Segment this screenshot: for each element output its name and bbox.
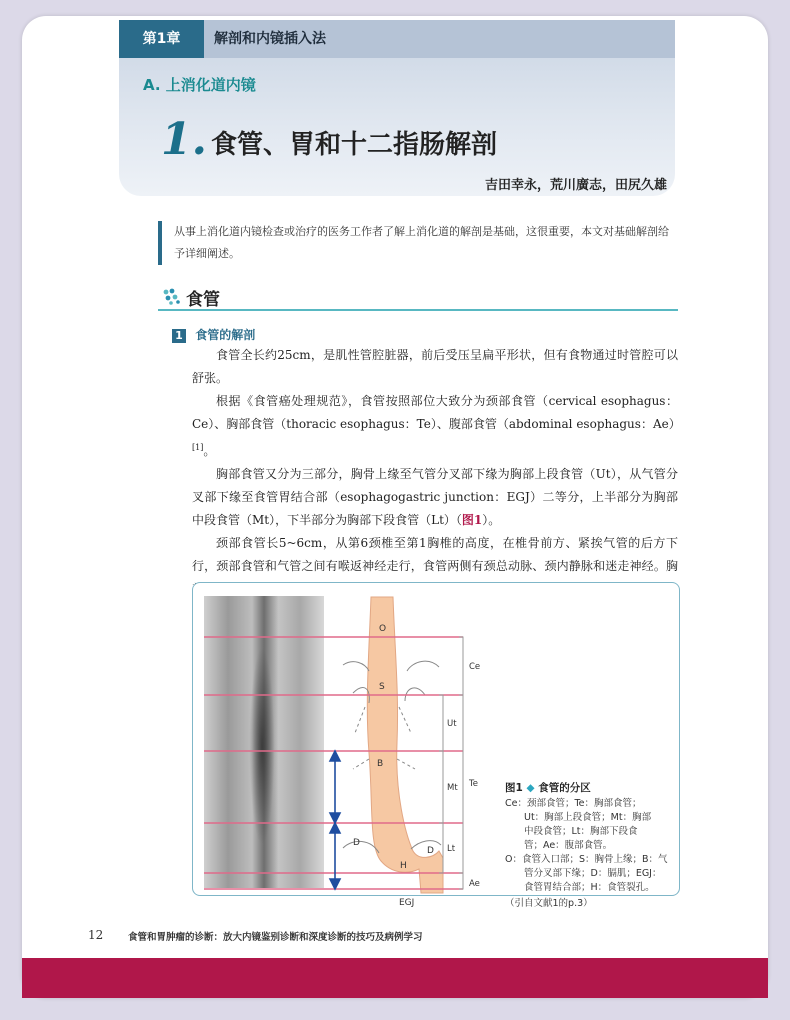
paragraph-1: 食管全长约25cm，是肌性管腔脏器，前后受压呈扁平形状，但有食物通过时管腔可以舒张。 (192, 348, 678, 385)
bracket-te (459, 695, 463, 873)
paragraph-2-text: 根据《食管癌处理规范》，食管按照部位大致分为颈部食管（cervical esophagus：Ce）、胸部食管（thoracic esophagus：Te）、腹部食管（abdominal esophagus：Ae） (192, 394, 681, 431)
section-label: A. 上消化道内镜 (143, 76, 256, 94)
caption-fig-number: 图1 (505, 782, 523, 794)
section-title: 食管 (186, 290, 220, 310)
caption-reference: （引自文献1的p.3） (505, 898, 593, 909)
caption-title (505, 781, 673, 795)
title-number: 1. (161, 114, 207, 165)
paragraph-4: 颈部食管长5~6cm，从第6颈椎至第1胸椎的高度，在椎骨前方、紧挨气管的后方下行，颈部食管和气管之间有喉返神经走行，食管两侧有颈总动脉、颈内静脉和迷走神经。胸 (192, 536, 678, 573)
subsection-number: 1 (172, 329, 186, 343)
caption-line: 中段食管；Lt：胸部下段食 (524, 826, 638, 837)
caption-line: Ce：颈部食管；Te：胸部食管； (505, 798, 642, 809)
caption-line: 管分叉部下缘；D：膈肌；EGJ： (524, 868, 662, 879)
label-mt: Mt (447, 783, 458, 793)
label-egj: EGJ (399, 898, 415, 908)
article-title: 食管、胃和十二指肠解剖 (211, 130, 498, 160)
label-d1: D (353, 838, 360, 848)
bracket-ae (459, 873, 463, 889)
caption-title-text: 食管的分区 (538, 782, 591, 794)
citation-1: [1] (192, 443, 204, 452)
section-heading (158, 285, 678, 311)
caption-line: 食管胃结合部；H：食管裂孔。 (524, 882, 655, 893)
figure-caption (505, 781, 673, 911)
chapter-header (119, 20, 675, 196)
label-s: S (379, 682, 385, 692)
paragraph-3-end: ）。 (482, 513, 501, 527)
page-number: 12 (88, 928, 104, 942)
figure-1 (192, 582, 680, 909)
caption-line: O：食管入口部；S：胸骨上缘；B：气 (505, 854, 668, 865)
label-o: O (379, 624, 387, 634)
chapter-title: 解剖和内镜插入法 (204, 20, 675, 58)
bracket-ce (459, 637, 463, 695)
book-page (22, 16, 768, 998)
label-h: H (400, 861, 407, 871)
caption-line: Ut：胸部上段食管；Mt：胸部 (524, 812, 652, 823)
authors: 吉田幸永，荒川廣志，田尻久雄 (484, 178, 667, 193)
diamond-icon: ◆ (526, 782, 535, 794)
figure-reference: 图1 (461, 513, 483, 527)
label-d2: D (427, 846, 434, 856)
label-lt: Lt (447, 844, 456, 854)
paragraph-2 (192, 390, 681, 463)
bracket-mt (439, 751, 443, 823)
subsection-title: 食管的解剖 (195, 328, 256, 342)
label-ut: Ut (447, 719, 457, 729)
label-b: B (377, 759, 384, 769)
body-text (192, 344, 681, 601)
label-ce: Ce (469, 662, 481, 672)
paragraph-2-end: 。 (203, 444, 216, 458)
footer-bar (22, 958, 768, 998)
subsection-heading (172, 326, 255, 343)
chapter-tab: 第1章 (119, 20, 204, 58)
caption-line: 管；Ae：腹部食管。 (524, 840, 613, 851)
paragraph-3-text: 胸部食管又分为三部分，胸骨上缘至气管分叉部下缘为胸部上段食管（Ut），从气管分叉部下缘至食管胃结合部（esophagogastric junction：EGJ）二等分，上半部分为胸部中段食管（Mt），下半部分为胸部下段食管（Lt）（ (192, 467, 678, 527)
book-title: 食管和胃肿瘤的诊断：放大内镜鉴别诊断和深度诊断的技巧及病例学习 (128, 932, 423, 943)
paragraph-3 (192, 463, 678, 532)
molecule-icon (162, 287, 182, 309)
label-ae: Ae (469, 879, 480, 889)
intro-text: 从事上消化道内镜检查或治疗的医务工作者了解上消化道的解剖是基础，这很重要，本文对基础解剖给予详细阐述。 (158, 221, 678, 265)
label-te: Te (469, 779, 478, 789)
bracket-ut (439, 695, 443, 751)
